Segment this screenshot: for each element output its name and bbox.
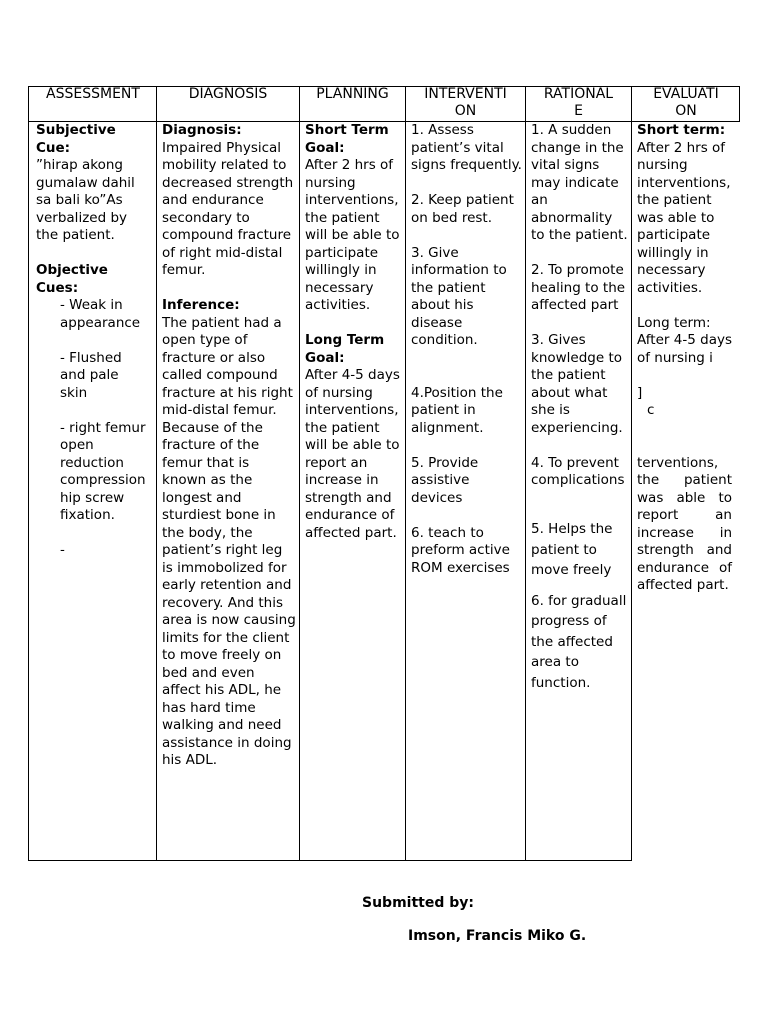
evaluation-short-term-title: Short term: [637,122,726,138]
header-rationale-line2: E [574,103,583,119]
header-diagnosis [158,86,298,122]
header-rationale [527,86,630,122]
rationale-item: 4. To prevent complications [531,454,625,488]
header-evaluation [633,86,739,122]
inference-text: The patient had a open type of fracture or also called compound fracture at his right mid-distal femur. Because of the fracture of the femur that is known as the longest and sturdiest bone in the body, the patient’s right leg is immobolized for early retention and recovery. And this area is now causing limits for the client to move freely on bed and even affect his ADL, he has hard time walking and need assistance in doing his ADL. [162,314,296,768]
evaluation-stray-bracket: ] [637,384,643,401]
diagnosis-cell [162,122,296,770]
header-planning [301,86,404,122]
header-evaluation-line2: ON [675,103,697,119]
subjective-cue-title: Subjective Cue: [36,122,116,156]
col-divider-3 [405,86,406,861]
col-divider-right [739,86,740,122]
table-bottom-border [28,860,632,861]
rationale-item: 6. for graduall progress of the affected area to function. [531,592,627,691]
col-divider-1 [156,86,157,861]
header-diagnosis-label: DIAGNOSIS [188,86,268,102]
rationale-item: 5. Helps the patient to move freely [531,521,613,578]
diagnosis-text: Impaired Physical mobility related to decreased strength and endurance secondary to compound fracture of right mid-distal femur. [162,139,294,278]
intervention-item: 6. teach to preform active ROM exercises [411,524,510,576]
header-intervention-line1: INTERVENTI [424,86,507,102]
col-divider-2 [299,86,300,861]
col-divider-5 [631,86,632,861]
long-term-goal-text: After 4-5 days of nursing interventions, the patient will be able to report an increase in strength and endurance of affected part. [305,367,400,541]
intervention-item: 4.Position the patient in alignment. [411,384,503,436]
rationale-item: 3. Gives knowledge to the patient about what she is experiencing. [531,332,623,436]
evaluation-long-term-text-part1: After 4-5 days of nursing i [637,332,732,366]
assessment-cell [36,122,150,560]
header-intervention [407,86,524,122]
evaluation-cell [637,122,732,595]
header-assessment [31,86,155,122]
objective-cue-item: - [60,542,65,558]
inference-title: Inference: [162,297,240,313]
intervention-item: 5. Provide assistive devices [411,454,479,506]
evaluation-long-term-title: Long term: [637,314,711,331]
objective-cue-item: - right femur open reduction compression hip screw fixation. [60,419,146,523]
rationale-cell [531,122,629,693]
submitter-name: Imson, Francis Miko G. [408,928,587,944]
diagnosis-title: Diagnosis: [162,122,242,138]
evaluation-stray-char: c [647,402,655,418]
subjective-cue-text: ”hirap akong gumalaw dahil sa bali ko”As verbalized by the patient. [36,157,135,243]
short-term-goal-title: Short Term Goal: [305,122,389,156]
col-divider-4 [525,86,526,861]
header-assessment-label: ASSESSMENT [46,86,140,102]
intervention-item: 3. Give information to the patient about his disease condition. [411,244,507,348]
objective-cue-item: - Flushed and pale skin [60,349,122,401]
header-planning-label: PLANNING [316,86,389,102]
col-divider-left [28,86,29,861]
intervention-item: 1. Assess patient’s vital signs frequently. [411,122,522,173]
header-rationale-line1: RATIONAL [543,86,614,102]
planning-cell [305,122,402,542]
intervention-cell [411,122,523,577]
long-term-goal-title: Long Term Goal: [305,332,385,366]
short-term-goal-text: After 2 hrs of nursing interventions, the patient will be able to participate willingly in necessary activities. [305,157,400,313]
objective-cue-item: - Weak in appearance [60,297,141,331]
submitted-by-label: Submitted by: [362,895,474,911]
header-intervention-line2: ON [454,103,477,119]
rationale-item: 2. To promote healing to the affected part [531,262,626,313]
intervention-item: 2. Keep patient on bed rest. [411,192,514,226]
nursing-care-plan-table [28,86,740,861]
header-evaluation-line1: EVALUATI [653,86,719,102]
evaluation-long-term-text-part2: terventions, the patient was able to report an increase in strength and endurance of affected part. [637,454,732,593]
evaluation-short-term-text: After 2 hrs of nursing interventions, the patient was able to participate willingly in necessary activities. [637,139,731,296]
rationale-item: 1. A sudden change in the vital signs may indicate an abnormality to the patient. [531,122,628,243]
objective-cues-title: Objective Cues: [36,262,108,296]
